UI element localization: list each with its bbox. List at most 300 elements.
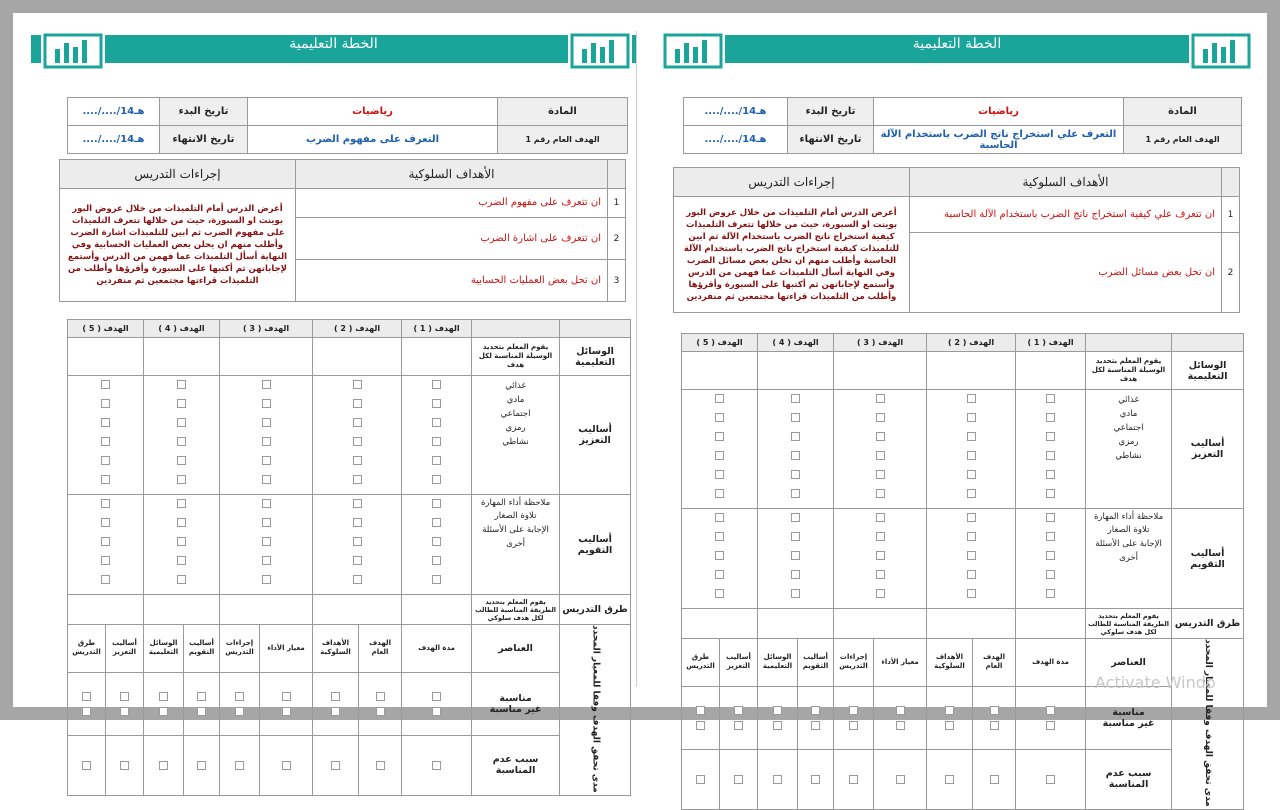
media-cell[interactable]: [402, 338, 472, 376]
checkbox[interactable]: [1046, 413, 1055, 422]
media-cell[interactable]: [68, 338, 144, 376]
checkbox[interactable]: [791, 532, 800, 541]
methods-cell[interactable]: [68, 595, 144, 625]
checkbox[interactable]: [353, 475, 362, 484]
checkbox[interactable]: [432, 537, 441, 546]
checkbox[interactable]: [262, 575, 271, 584]
start-date-value: ..../..../14هـ: [684, 98, 788, 126]
checkbox[interactable]: [791, 589, 800, 598]
rating-cell: [313, 672, 359, 736]
methods-cell[interactable]: [834, 609, 927, 639]
checkbox[interactable]: [715, 432, 724, 441]
checkbox[interactable]: [331, 692, 340, 701]
alignment-label: مدى تحقق الهدف وفقا للمعيار المحدد: [1203, 639, 1214, 807]
checkbox[interactable]: [101, 499, 110, 508]
reinforcement-label: أساليب التعزيز: [560, 376, 631, 495]
checkbox[interactable]: [432, 707, 441, 716]
checkbox[interactable]: [262, 418, 271, 427]
checkbox[interactable]: [235, 761, 244, 770]
rating-cell: [874, 686, 927, 750]
checkbox[interactable]: [696, 706, 705, 715]
checkbox[interactable]: [177, 499, 186, 508]
start-date-value: ..../..../14هـ: [68, 98, 160, 126]
plan-page-right: [661, 31, 1253, 807]
checkbox[interactable]: [262, 537, 271, 546]
checkbox[interactable]: [876, 394, 885, 403]
checkbox[interactable]: [432, 761, 441, 770]
procedures-header: إجراءات التدريس: [674, 168, 910, 197]
checkbox[interactable]: [177, 380, 186, 389]
checkbox[interactable]: [876, 532, 885, 541]
checkbox[interactable]: [967, 513, 976, 522]
blank-header: [560, 320, 631, 338]
criterion-header: أساليب التقويم: [184, 625, 220, 673]
methods-cell[interactable]: [144, 595, 220, 625]
checkbox[interactable]: [734, 721, 743, 730]
checkbox[interactable]: [262, 456, 271, 465]
checkbox[interactable]: [376, 761, 385, 770]
checkbox[interactable]: [715, 513, 724, 522]
checkbox[interactable]: [791, 551, 800, 560]
checkbox[interactable]: [262, 380, 271, 389]
checkbox[interactable]: [177, 399, 186, 408]
checkbox[interactable]: [376, 692, 385, 701]
media-note: يقوم المعلم بتحديد الوسيلة المناسبة لكل هدف: [1086, 352, 1172, 390]
checkbox[interactable]: [876, 413, 885, 422]
checkbox[interactable]: [791, 413, 800, 422]
criterion-header: الأهداف السلوكية: [313, 625, 359, 673]
end-date-value: ..../..../14هـ: [68, 126, 160, 154]
media-cell[interactable]: [834, 352, 927, 390]
checkbox[interactable]: [262, 437, 271, 446]
rating-cell: [682, 686, 720, 750]
checkbox-column: [68, 376, 144, 495]
checkbox[interactable]: [1046, 394, 1055, 403]
reason-cell: [758, 750, 798, 810]
subject-label: المادة: [498, 98, 628, 126]
checkbox-column: [682, 509, 758, 609]
checkbox[interactable]: [177, 575, 186, 584]
evaluation-grid: [681, 333, 1244, 810]
checkbox[interactable]: [967, 570, 976, 579]
rating-cell: [927, 686, 973, 750]
objectives-header: الأهداف السلوكية: [296, 160, 608, 189]
checkbox[interactable]: [353, 380, 362, 389]
checkbox[interactable]: [82, 761, 91, 770]
checkbox[interactable]: [945, 721, 954, 730]
checkbox[interactable]: [1046, 721, 1055, 730]
evaluation-grid: [67, 319, 631, 796]
checkbox[interactable]: [353, 456, 362, 465]
subject-value: رياضيات: [874, 98, 1124, 126]
reason-cell: [402, 736, 472, 796]
checkbox[interactable]: [715, 570, 724, 579]
checkbox[interactable]: [876, 451, 885, 460]
checkbox[interactable]: [896, 775, 905, 784]
checkbox[interactable]: [876, 589, 885, 598]
checkbox[interactable]: [696, 721, 705, 730]
methods-note: يقوم المعلم بتحديد الطريقة المناسبة للطالب لكل هدف سلوكي: [472, 595, 560, 625]
rating-cell: [184, 672, 220, 736]
checkbox[interactable]: [353, 537, 362, 546]
checkbox[interactable]: [331, 761, 340, 770]
checkbox[interactable]: [159, 707, 168, 716]
rating-cell: [402, 672, 472, 736]
reason-cell: [184, 736, 220, 796]
checkbox[interactable]: [849, 706, 858, 715]
checkbox[interactable]: [1046, 532, 1055, 541]
reason-label: سبب عدم المناسبة: [472, 736, 560, 796]
checkbox[interactable]: [353, 399, 362, 408]
checkbox[interactable]: [791, 513, 800, 522]
checkbox[interactable]: [177, 456, 186, 465]
media-cell[interactable]: [313, 338, 402, 376]
checkbox[interactable]: [791, 394, 800, 403]
checkbox[interactable]: [262, 475, 271, 484]
alignment-cell: [1172, 639, 1244, 810]
checkbox[interactable]: [432, 399, 441, 408]
checkbox[interactable]: [262, 518, 271, 527]
reinforcement-items: [472, 376, 560, 495]
methods-cell[interactable]: [1016, 609, 1086, 639]
checkbox[interactable]: [715, 451, 724, 460]
media-note: يقوم المعلم بتحديد الوسيلة المناسبة لكل هدف: [472, 338, 560, 376]
checkbox[interactable]: [262, 556, 271, 565]
blank-header: [1172, 334, 1244, 352]
reason-cell: [313, 736, 359, 796]
criterion-header: إجراءات التدريس: [834, 639, 874, 687]
checkbox[interactable]: [1046, 470, 1055, 479]
checkbox[interactable]: [120, 761, 129, 770]
checkbox[interactable]: [177, 418, 186, 427]
goal-header: الهدف ( 2 ): [313, 320, 402, 338]
checkbox[interactable]: [945, 775, 954, 784]
checkbox[interactable]: [1046, 489, 1055, 498]
checkbox[interactable]: [82, 692, 91, 701]
checkbox[interactable]: [1046, 432, 1055, 441]
methods-cell[interactable]: [758, 609, 834, 639]
checkbox[interactable]: [235, 707, 244, 716]
checkbox[interactable]: [734, 775, 743, 784]
checkbox[interactable]: [353, 556, 362, 565]
activation-watermark: Activate Windo: [1095, 673, 1216, 692]
checkbox[interactable]: [773, 775, 782, 784]
checkbox[interactable]: [811, 706, 820, 715]
evaluation-item: الإجابة على الأسئلة: [1095, 539, 1162, 549]
criterion-header: أساليب التقويم: [798, 639, 834, 687]
blank-header: [1086, 334, 1172, 352]
checkbox[interactable]: [849, 721, 858, 730]
checkbox[interactable]: [353, 518, 362, 527]
checkbox[interactable]: [101, 556, 110, 565]
checkbox-column: [402, 376, 472, 495]
checkbox[interactable]: [177, 556, 186, 565]
checkbox-column: [834, 390, 927, 509]
checkbox-column: [220, 376, 313, 495]
checkbox[interactable]: [82, 707, 91, 716]
rating-cell: [834, 686, 874, 750]
rating-cell: [720, 686, 758, 750]
checkbox[interactable]: [101, 575, 110, 584]
checkbox[interactable]: [849, 775, 858, 784]
reinforcement-label: أساليب التعزيز: [1172, 390, 1244, 509]
checkbox[interactable]: [1046, 589, 1055, 598]
checkbox-column: [927, 509, 1016, 609]
evaluation-item: ملاحظة أداء المهارة: [480, 498, 551, 508]
checkbox[interactable]: [159, 692, 168, 701]
checkbox[interactable]: [353, 437, 362, 446]
checkbox-column: [1016, 390, 1086, 509]
checkbox[interactable]: [773, 721, 782, 730]
methods-cell[interactable]: [313, 595, 402, 625]
checkbox[interactable]: [876, 513, 885, 522]
checkbox[interactable]: [432, 556, 441, 565]
reason-cell: [973, 750, 1016, 810]
checkbox[interactable]: [715, 489, 724, 498]
checkbox[interactable]: [876, 432, 885, 441]
reinforcement-item: نشاطي: [502, 437, 529, 447]
checkbox[interactable]: [715, 394, 724, 403]
checkbox[interactable]: [120, 707, 129, 716]
num-header: [1222, 168, 1240, 197]
methods-label: طرق التدريس: [1172, 609, 1244, 639]
checkbox[interactable]: [967, 551, 976, 560]
checkbox[interactable]: [1046, 551, 1055, 560]
checkbox[interactable]: [159, 761, 168, 770]
checkbox[interactable]: [715, 470, 724, 479]
checkbox[interactable]: [876, 470, 885, 479]
checkbox[interactable]: [1046, 451, 1055, 460]
checkbox[interactable]: [715, 532, 724, 541]
checkbox[interactable]: [967, 394, 976, 403]
checkbox[interactable]: [235, 692, 244, 701]
reason-cell: [834, 750, 874, 810]
logo-icon: [41, 31, 105, 71]
checkbox[interactable]: [734, 706, 743, 715]
checkbox[interactable]: [967, 451, 976, 460]
checkbox[interactable]: [1046, 570, 1055, 579]
checkbox-column: [313, 495, 402, 595]
criterion-header: طرق التدريس: [682, 639, 720, 687]
media-cell[interactable]: [220, 338, 313, 376]
checkbox[interactable]: [376, 707, 385, 716]
goal-header: الهدف ( 5 ): [682, 334, 758, 352]
objectives-header: الأهداف السلوكية: [910, 168, 1222, 197]
checkbox-column: [834, 509, 927, 609]
checkbox[interactable]: [177, 537, 186, 546]
start-date-label: تاريخ البدء: [160, 98, 248, 126]
goal-header: الهدف ( 1 ): [1016, 334, 1086, 352]
checkbox[interactable]: [696, 775, 705, 784]
unsuitable-label: غير مناسبة: [489, 703, 542, 715]
checkbox[interactable]: [791, 432, 800, 441]
procedures-text: أعرض الدرس أمام التلميذات من خلال عروض البور بوينت او السبورة، حيث من خلالها تتعرف التلميذات كيفية استخراج ناتج الضرب باستخدام الآلة ثم ابين للتلميذات كيفية استخراج ناتج الضرب باستخدام الآلة الحاسبة وأطلب منهم ان تحلن بعض مسائل الضرب وفي النهاية أسأل التلميذات عما فهمن من الدرس وأستمع لإجاباتهن ثم أكتبها على السبورة وأقرؤها وأطلب من التلميذات قراءتها مجتمعين ثم منفردين: [674, 197, 910, 313]
rating-cell: [359, 672, 402, 736]
checkbox[interactable]: [876, 570, 885, 579]
checkbox[interactable]: [896, 721, 905, 730]
checkbox[interactable]: [990, 775, 999, 784]
checkbox[interactable]: [967, 532, 976, 541]
criterion-header: طرق التدريس: [68, 625, 106, 673]
checkbox[interactable]: [120, 692, 129, 701]
banner: [661, 31, 1253, 73]
checkbox[interactable]: [353, 575, 362, 584]
reinforcement-item: اجتماعي: [500, 409, 531, 419]
goal-header: الهدف ( 3 ): [834, 334, 927, 352]
rating-cell: [1016, 686, 1086, 750]
goal-header: الهدف ( 3 ): [220, 320, 313, 338]
suitability-labels: [472, 672, 560, 736]
checkbox[interactable]: [101, 475, 110, 484]
checkbox[interactable]: [773, 706, 782, 715]
reason-cell: [260, 736, 313, 796]
objectives-table: [673, 167, 1240, 313]
reinforcement-items: [1086, 390, 1172, 509]
checkbox[interactable]: [715, 551, 724, 560]
media-cell[interactable]: [1016, 352, 1086, 390]
checkbox[interactable]: [262, 399, 271, 408]
checkbox[interactable]: [967, 589, 976, 598]
checkbox[interactable]: [876, 551, 885, 560]
banner-title: الخطة التعليمية: [912, 36, 1002, 52]
goal-value: التعرف علي استخراج ناتج الضرب باستخدام الآلة الحاسبة: [874, 126, 1124, 154]
checkbox[interactable]: [990, 706, 999, 715]
checkbox[interactable]: [101, 399, 110, 408]
media-cell[interactable]: [682, 352, 758, 390]
evaluation-item: أخرى: [1119, 553, 1139, 563]
criterion-header: أساليب التعزيز: [106, 625, 144, 673]
checkbox[interactable]: [197, 692, 206, 701]
reason-cell: [68, 736, 106, 796]
checkbox[interactable]: [896, 706, 905, 715]
rating-cell: [758, 686, 798, 750]
checkbox[interactable]: [177, 518, 186, 527]
checkbox[interactable]: [967, 413, 976, 422]
rating-cell: [220, 672, 260, 736]
goal-header: الهدف ( 1 ): [402, 320, 472, 338]
end-date-label: تاريخ الانتهاء: [160, 126, 248, 154]
checkbox[interactable]: [967, 432, 976, 441]
criterion-header: مدة الهدف: [402, 625, 472, 673]
blank-header: [472, 320, 560, 338]
objective-text: ان تحل بعض العمليات الحسابية: [296, 260, 608, 302]
checkbox[interactable]: [262, 499, 271, 508]
procedures-header: إجراءات التدريس: [60, 160, 296, 189]
reason-cell: [144, 736, 184, 796]
reason-cell: [682, 750, 720, 810]
checkbox[interactable]: [177, 475, 186, 484]
checkbox[interactable]: [101, 537, 110, 546]
checkbox[interactable]: [791, 470, 800, 479]
methods-cell[interactable]: [682, 609, 758, 639]
plan-page-left: [31, 31, 637, 793]
media-cell[interactable]: [927, 352, 1016, 390]
checkbox[interactable]: [353, 418, 362, 427]
checkbox[interactable]: [432, 418, 441, 427]
checkbox[interactable]: [101, 456, 110, 465]
evaluation-item: أخرى: [506, 539, 526, 549]
checkbox[interactable]: [432, 575, 441, 584]
evaluation-item: تلاوة الصغار: [1107, 525, 1150, 535]
methods-label: طرق التدريس: [560, 595, 631, 625]
checkbox[interactable]: [432, 692, 441, 701]
banner: [31, 31, 636, 73]
checkbox[interactable]: [811, 775, 820, 784]
checkbox[interactable]: [876, 489, 885, 498]
objective-text: ان تتعرف على اشارة الضرب: [296, 218, 608, 260]
criterion-header: أساليب التعزيز: [720, 639, 758, 687]
criterion-header: معيار الأداء: [260, 625, 313, 673]
alignment-label: مدى تحقق الهدف وفقا للمعيار المحدد: [590, 625, 601, 793]
checkbox-column: [758, 509, 834, 609]
checkbox[interactable]: [101, 418, 110, 427]
goal-header: الهدف ( 2 ): [927, 334, 1016, 352]
criterion-header: الوسائل التعليمية: [144, 625, 184, 673]
checkbox[interactable]: [945, 706, 954, 715]
methods-cell[interactable]: [927, 609, 1016, 639]
objective-num: 2: [608, 218, 626, 260]
subject-label: المادة: [1124, 98, 1242, 126]
checkbox[interactable]: [715, 589, 724, 598]
checkbox[interactable]: [432, 518, 441, 527]
checkbox[interactable]: [1046, 513, 1055, 522]
media-cell[interactable]: [758, 352, 834, 390]
methods-cell[interactable]: [402, 595, 472, 625]
suitable-label: مناسبة: [1112, 706, 1145, 718]
reinforcement-item: رمزي: [505, 423, 526, 433]
checkbox[interactable]: [197, 707, 206, 716]
checkbox[interactable]: [177, 437, 186, 446]
checkbox[interactable]: [715, 413, 724, 422]
end-date-value: ..../..../14هـ: [684, 126, 788, 154]
media-cell[interactable]: [144, 338, 220, 376]
checkbox[interactable]: [1046, 775, 1055, 784]
banner-title: الخطة التعليمية: [289, 36, 378, 52]
checkbox[interactable]: [282, 692, 291, 701]
checkbox[interactable]: [432, 380, 441, 389]
checkbox[interactable]: [967, 489, 976, 498]
checkbox[interactable]: [282, 761, 291, 770]
checkbox[interactable]: [282, 707, 291, 716]
checkbox[interactable]: [101, 380, 110, 389]
checkbox[interactable]: [353, 499, 362, 508]
rating-cell: [973, 686, 1016, 750]
logo-icon: [1189, 31, 1253, 71]
checkbox[interactable]: [811, 721, 820, 730]
checkbox[interactable]: [990, 721, 999, 730]
start-date-label: تاريخ البدء: [788, 98, 874, 126]
checkbox[interactable]: [432, 475, 441, 484]
checkbox[interactable]: [101, 437, 110, 446]
methods-cell[interactable]: [220, 595, 313, 625]
checkbox[interactable]: [791, 489, 800, 498]
checkbox[interactable]: [432, 437, 441, 446]
checkbox[interactable]: [432, 456, 441, 465]
checkbox[interactable]: [432, 499, 441, 508]
checkbox[interactable]: [101, 518, 110, 527]
checkbox[interactable]: [967, 470, 976, 479]
checkbox[interactable]: [1046, 706, 1055, 715]
checkbox[interactable]: [791, 451, 800, 460]
reason-cell: [874, 750, 927, 810]
checkbox[interactable]: [791, 570, 800, 579]
checkbox[interactable]: [331, 707, 340, 716]
objective-text: ان تتعرف علي كيفية استخراج ناتج الضرب باستخدام الآلة الحاسبة: [910, 197, 1222, 233]
reinforcement-item: مادي: [1119, 409, 1138, 419]
evaluation-items: [472, 495, 560, 595]
checkbox[interactable]: [197, 761, 206, 770]
num-header: [608, 160, 626, 189]
